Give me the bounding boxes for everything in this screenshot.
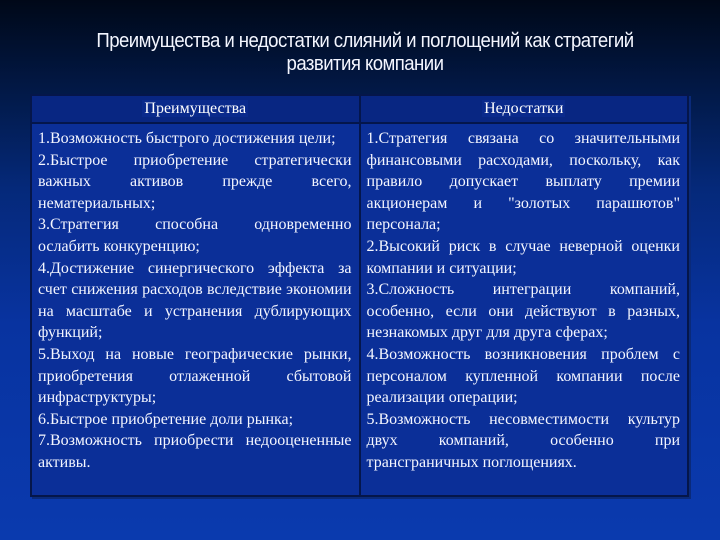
- comparison-table: [32, 96, 687, 495]
- disadvantage-item-2: 2.Высокий риск в случае неверной оценки компании и ситуации;: [366, 237, 680, 277]
- advantage-item-7: 7.Возможность приобрести недооцененные активы.: [38, 432, 352, 471]
- comparison-table-container: [30, 94, 689, 497]
- advantage-item-6: 6.Быстрое приобретение доли рынка;: [38, 410, 294, 428]
- advantages-cell: [32, 123, 360, 495]
- disadvantage-item-5: 5.Возможность несовместимости культур двух компаний, особенно при трансграничных поглощениях.: [366, 410, 680, 471]
- header-disadvantages: [360, 96, 688, 123]
- header-advantages: [32, 96, 360, 123]
- advantage-item-3: 3.Стратегия способна одновременно ослабить конкуренцию;: [38, 216, 352, 255]
- slide-title: [63, 30, 668, 76]
- disadvantage-item-1: 1.Стратегия связана со значительными финансовыми расходами, поскольку, как правило допускает выплату премии акционерам и "золотых парашютов" персонала;: [366, 130, 680, 234]
- slide-title-line-1: Преимущества и недостатки слияний и поглощений как стратегий: [96, 30, 634, 52]
- table-body-row: [32, 123, 687, 495]
- advantage-item-4: 4.Достижение синергического эффекта за счет снижения расходов вследствие экономии на масштабе и устранения дублирующих функций;: [38, 259, 352, 342]
- advantage-item-5: 5.Выход на новые географические рынки, приобретения отлаженной сбытовой инфраструктуры;: [38, 345, 352, 407]
- disadvantages-cell: [360, 123, 688, 495]
- advantage-item-2: 2.Быстрое приобретение стратегически важных активов прежде всего, нематериальных;: [38, 151, 352, 212]
- table-header-row: [32, 96, 687, 123]
- disadvantage-item-3: 3.Сложность интеграции компаний, особенно, если они действуют в разных, незнакомых друг для друга сферах;: [366, 281, 680, 342]
- header-disadvantages-label: Недостатки: [484, 100, 564, 117]
- header-advantages-label: Преимущества: [144, 100, 247, 117]
- slide-title-line-2: развития компании: [286, 53, 444, 75]
- disadvantage-item-4: 4.Возможность возникновения проблем с персоналом купленной компании после реализации операции;: [366, 345, 680, 407]
- advantage-item-1: 1.Возможность быстрого достижения цели;: [38, 130, 336, 147]
